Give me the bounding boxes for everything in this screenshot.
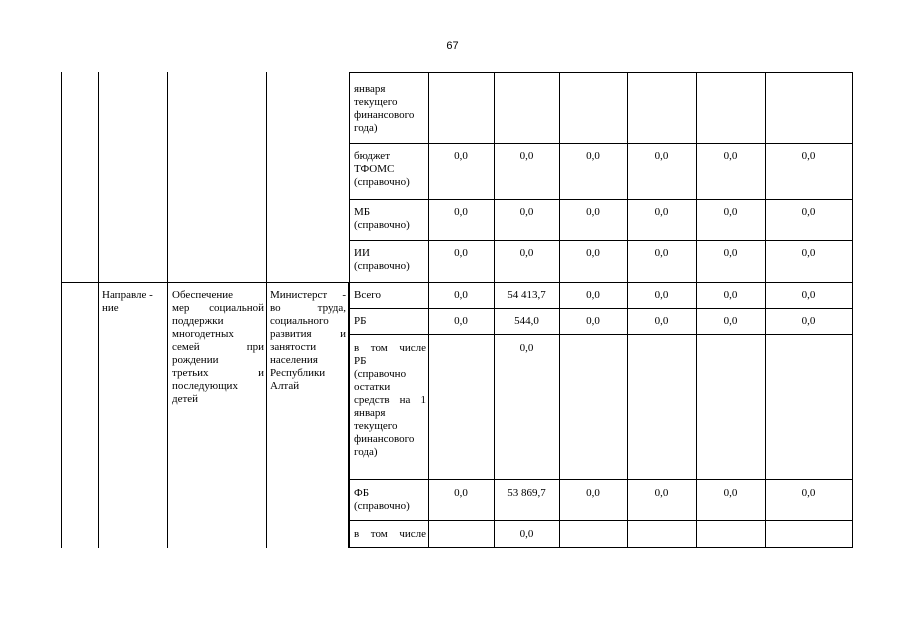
- grid-line: [349, 199, 853, 200]
- grid-line: [349, 334, 853, 335]
- text-line: семей при: [172, 341, 264, 353]
- grid-line: [349, 143, 853, 144]
- grid-line: [349, 308, 853, 309]
- value-cell: 0,0: [586, 206, 600, 218]
- text-line: рождении: [172, 354, 219, 366]
- text-line: средств на 1: [354, 394, 426, 406]
- text-line: (справочно): [354, 500, 410, 512]
- value-cell: 0,0: [586, 487, 600, 499]
- value-cell: 0,0: [586, 289, 600, 301]
- value-cell: 0,0: [519, 247, 534, 259]
- text-line: третьих и: [172, 367, 264, 379]
- value-cell: 0,0: [801, 487, 816, 499]
- row-label: РБ: [354, 315, 367, 327]
- text-line: развития и: [270, 328, 346, 340]
- text-line: поддержки: [172, 315, 224, 327]
- text-line: января: [354, 407, 386, 419]
- text-line: многодетных: [172, 328, 234, 340]
- text-line: социального: [270, 315, 329, 327]
- grid-line: [266, 72, 267, 548]
- value-cell: 0,0: [454, 206, 468, 218]
- grid-line: [167, 72, 168, 548]
- row-label: МБ (справочно): [354, 206, 410, 231]
- value-cell: 0,0: [723, 289, 738, 301]
- text-line: РБ: [354, 355, 367, 367]
- value-cell: 0,0: [723, 206, 738, 218]
- value-cell: 0,0: [519, 150, 534, 162]
- text-line: (справочно: [354, 368, 407, 380]
- value-cell: 0,0: [654, 247, 669, 259]
- value-cell: 0,0: [454, 247, 468, 259]
- text-line: ФБ: [354, 487, 370, 499]
- value-cell: 0,0: [654, 315, 669, 327]
- text-line: Алтай: [270, 380, 300, 392]
- text-line: финансового: [354, 433, 415, 445]
- row-label: бюджет ТФОМС (справочно): [354, 150, 410, 188]
- value-cell: 0,0: [801, 150, 816, 162]
- value-cell: 53 869,7: [507, 487, 546, 499]
- value-cell: 0,0: [723, 315, 738, 327]
- text-line: занятости: [270, 341, 317, 353]
- grid-line: [349, 479, 853, 480]
- grid-line: [98, 72, 99, 548]
- value-cell: 0,0: [586, 247, 600, 259]
- text-line: во труда,: [270, 302, 346, 314]
- grid-line: [61, 282, 853, 283]
- value-cell: 0,0: [519, 206, 534, 218]
- value-cell: 0,0: [801, 206, 816, 218]
- value-cell: 0,0: [801, 289, 816, 301]
- text-line: детей: [172, 393, 199, 405]
- page-number: 67: [446, 40, 459, 52]
- executor-cell: [270, 289, 346, 393]
- value-cell: 0,0: [801, 315, 816, 327]
- value-cell: 0,0: [801, 247, 816, 259]
- value-cell: 0,0: [454, 289, 468, 301]
- text-line: текущего: [354, 420, 398, 432]
- row-label-multiline: [354, 342, 426, 459]
- text-line: Обеспечение: [172, 289, 233, 301]
- value-cell: 0,0: [654, 487, 669, 499]
- row-label: Всего: [354, 289, 381, 301]
- text-line: в том числе: [354, 342, 426, 354]
- grid-line: [349, 547, 853, 548]
- grid-line: [349, 72, 853, 73]
- row-label: января текущего финансового года): [354, 83, 415, 134]
- measure-name-cell: [172, 289, 264, 406]
- value-cell: 0,0: [454, 315, 468, 327]
- value-cell: 0,0: [654, 289, 669, 301]
- text-line: населения: [270, 354, 318, 366]
- value-cell: 0,0: [654, 206, 669, 218]
- value-cell: 0,0: [519, 528, 534, 540]
- value-cell: 0,0: [454, 150, 468, 162]
- row-label: ИИ (справочно): [354, 247, 410, 272]
- grid-line: [61, 72, 62, 548]
- value-cell: 54 413,7: [507, 289, 546, 301]
- value-cell: 0,0: [723, 487, 738, 499]
- text-line: Министерст -: [270, 289, 346, 301]
- grid-line: [349, 240, 853, 241]
- value-cell: 0,0: [654, 150, 669, 162]
- value-cell: 0,0: [586, 315, 600, 327]
- text-line: года): [354, 446, 378, 458]
- row-label: в том числе: [354, 528, 426, 540]
- text-line: Республики: [270, 367, 326, 379]
- text-line: последующих: [172, 380, 238, 392]
- value-cell: 0,0: [586, 150, 600, 162]
- text-line: мер социальной: [172, 302, 264, 314]
- text-line: остатки: [354, 381, 391, 393]
- value-cell: 0,0: [723, 247, 738, 259]
- grid-line: [349, 520, 853, 521]
- value-cell: 544,0: [514, 315, 539, 327]
- direction-cell: Направле - ние: [102, 289, 153, 314]
- value-cell: 0,0: [519, 342, 534, 354]
- value-cell: 0,0: [723, 150, 738, 162]
- value-cell: 0,0: [454, 487, 468, 499]
- row-label-multiline: [354, 487, 426, 513]
